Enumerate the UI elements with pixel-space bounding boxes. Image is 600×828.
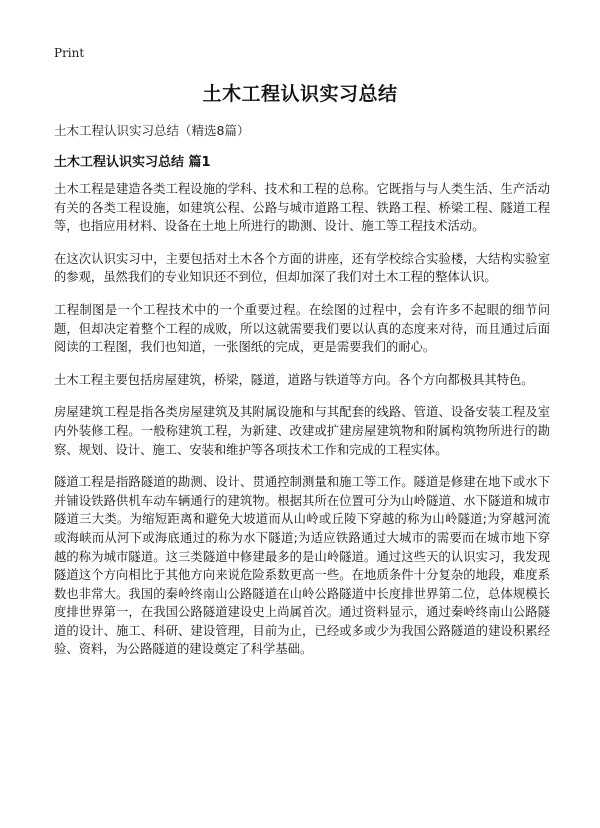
paragraph: 在这次认识实习中，主要包括对土木各个方面的讲座，还有学校综合实验楼，大结构实验室的参观，虽然我们的专业知识还不到位，但却加深了我们对土木工程的整体认识。: [54, 251, 550, 285]
paragraph: 土木工程主要包括房屋建筑，桥梁，隧道，道路与铁道等方向。各个方向都极具其特色。: [54, 372, 534, 387]
paragraph: 工程制图是一个工程技术中的一个重要过程。在绘图的过程中，会有许多不起眼的细节问题，但却决定着整个工程的成败，所以这就需要我们要以认真的态度来对待，而且通过后面阅读的工程图，我们也知道，一张图纸的完成，更是需要我们的耐心。: [54, 302, 550, 355]
section-heading: 土木工程认识实习总结 篇1: [54, 155, 211, 170]
page-title: 土木工程认识实习总结: [202, 83, 398, 105]
paragraph: 房屋建筑工程是指各类房屋建筑及其附属设施和与其配套的线路、管道、设备安装工程及室内外装修工程。一般称建筑工程，为新建、改建或扩建房屋建筑物和附属构筑物所进行的勘察、规划、设计、施工、安装和维护等各项技术工作和完成的工程实体。: [54, 405, 550, 457]
document-body: [54, 180, 550, 673]
print-label[interactable]: Print: [54, 46, 85, 60]
paragraph: 隧道工程是指路隧道的勘测、设计、贯通控制测量和施工等工作。隧道是修建在地下或水下并铺设铁路供机车动车辆通行的建筑物。根据其所在位置可分为山岭隧道、水下隧道和城市隧道三大类。为缩短距离和避免大坡道而从山岭或丘陵下穿越的称为山岭隧道;为穿越河流或海峡而从河下或海底通过的称为水下隧道;为适应铁路通过大城市的需要而在城市地下穿越的称为城市隧道。这三类隧道中修建最多的是山岭隧道。通过这些天的认识实习，我发现隧道这个方向相比于其他方向来说危险系数更高一些。在地质条件十分复杂的地段，难度系数也非常大。我国的秦岭终南山公路隧道在山岭公路隧道中长度排世界第二位，总体规模长度排世界第一，在我国公路隧道建设史上尚属首次。通过资料显示，通过秦岭终南山公路隧道的设计、施工、科研、建设管理，目前为止，已经或多或少为我国公路隧道的建设积累经验、资料，为公路隧道的建设奠定了科学基础。: [54, 475, 550, 657]
paragraph: 土木工程是建造各类工程设施的学科、技术和工程的总称。它既指与与人类生活、生产活动有关的各类工程设施，如建筑公程、公路与城市道路工程、铁路工程、桥梁工程、隧道工程等，也指应用材料、设备在土地上所进行的勘测、设计、施工等工程技术活动。: [54, 182, 550, 234]
document-subtitle: 土木工程认识实习总结（精选8篇）: [54, 123, 250, 138]
